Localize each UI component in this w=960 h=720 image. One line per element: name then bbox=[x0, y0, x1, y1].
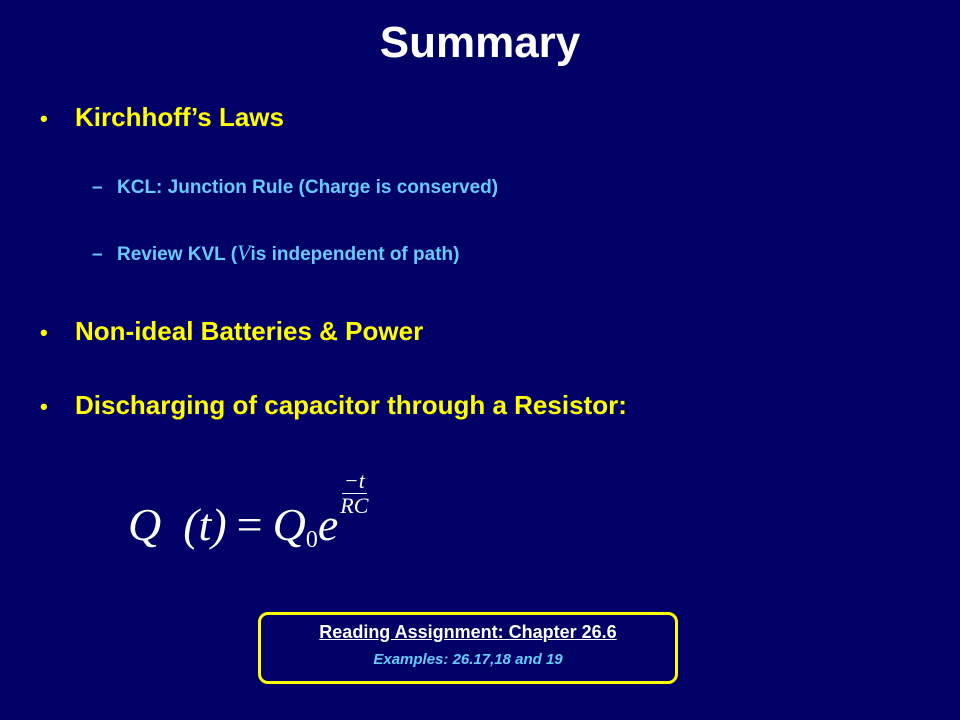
bullet-text: Non-ideal Batteries & Power bbox=[75, 316, 424, 346]
bullet-discharging bbox=[40, 390, 627, 421]
bullet-text: Discharging of capacitor through a Resistor: bbox=[75, 390, 627, 420]
subbullet-marker: – bbox=[92, 244, 103, 265]
reading-examples: Examples: 26.17,18 and 19 bbox=[373, 651, 563, 668]
reading-assignment-box bbox=[258, 612, 678, 684]
formula-equals: = bbox=[236, 499, 263, 550]
bullet-marker: • bbox=[40, 394, 48, 419]
subbullet-text: KCL: Junction Rule (Charge is conserved) bbox=[117, 177, 499, 198]
formula-lhs-symbol: Q bbox=[128, 499, 162, 550]
bullet-kirchhoff bbox=[40, 102, 284, 133]
formula-subscript: 0 bbox=[305, 527, 318, 553]
formula-rhs-symbol: Q bbox=[272, 499, 306, 550]
subbullet-kcl bbox=[92, 177, 498, 199]
bullet-text: Kirchhoff’s Laws bbox=[75, 102, 284, 132]
subbullet-text-before: Review KVL ( bbox=[117, 244, 238, 265]
bullet-batteries bbox=[40, 316, 423, 347]
formula-exponent bbox=[340, 469, 368, 518]
formula-base: e bbox=[317, 499, 339, 550]
subbullet-marker: – bbox=[92, 177, 103, 198]
reading-assignment-title: Reading Assignment: Chapter 26.6 bbox=[319, 622, 617, 642]
subbullet-kvl bbox=[92, 240, 459, 266]
slide-title: Summary bbox=[379, 18, 581, 67]
voltage-symbol: V bbox=[237, 240, 251, 265]
bullet-marker: • bbox=[40, 320, 48, 345]
exponent-denominator: RC bbox=[340, 492, 369, 518]
bullet-marker: • bbox=[40, 106, 48, 131]
exponent-numerator: −t bbox=[343, 467, 365, 493]
formula-lhs-arg: (t) bbox=[183, 499, 227, 550]
discharge-formula bbox=[128, 467, 369, 553]
subbullet-text-after: is independent of path) bbox=[250, 244, 460, 265]
